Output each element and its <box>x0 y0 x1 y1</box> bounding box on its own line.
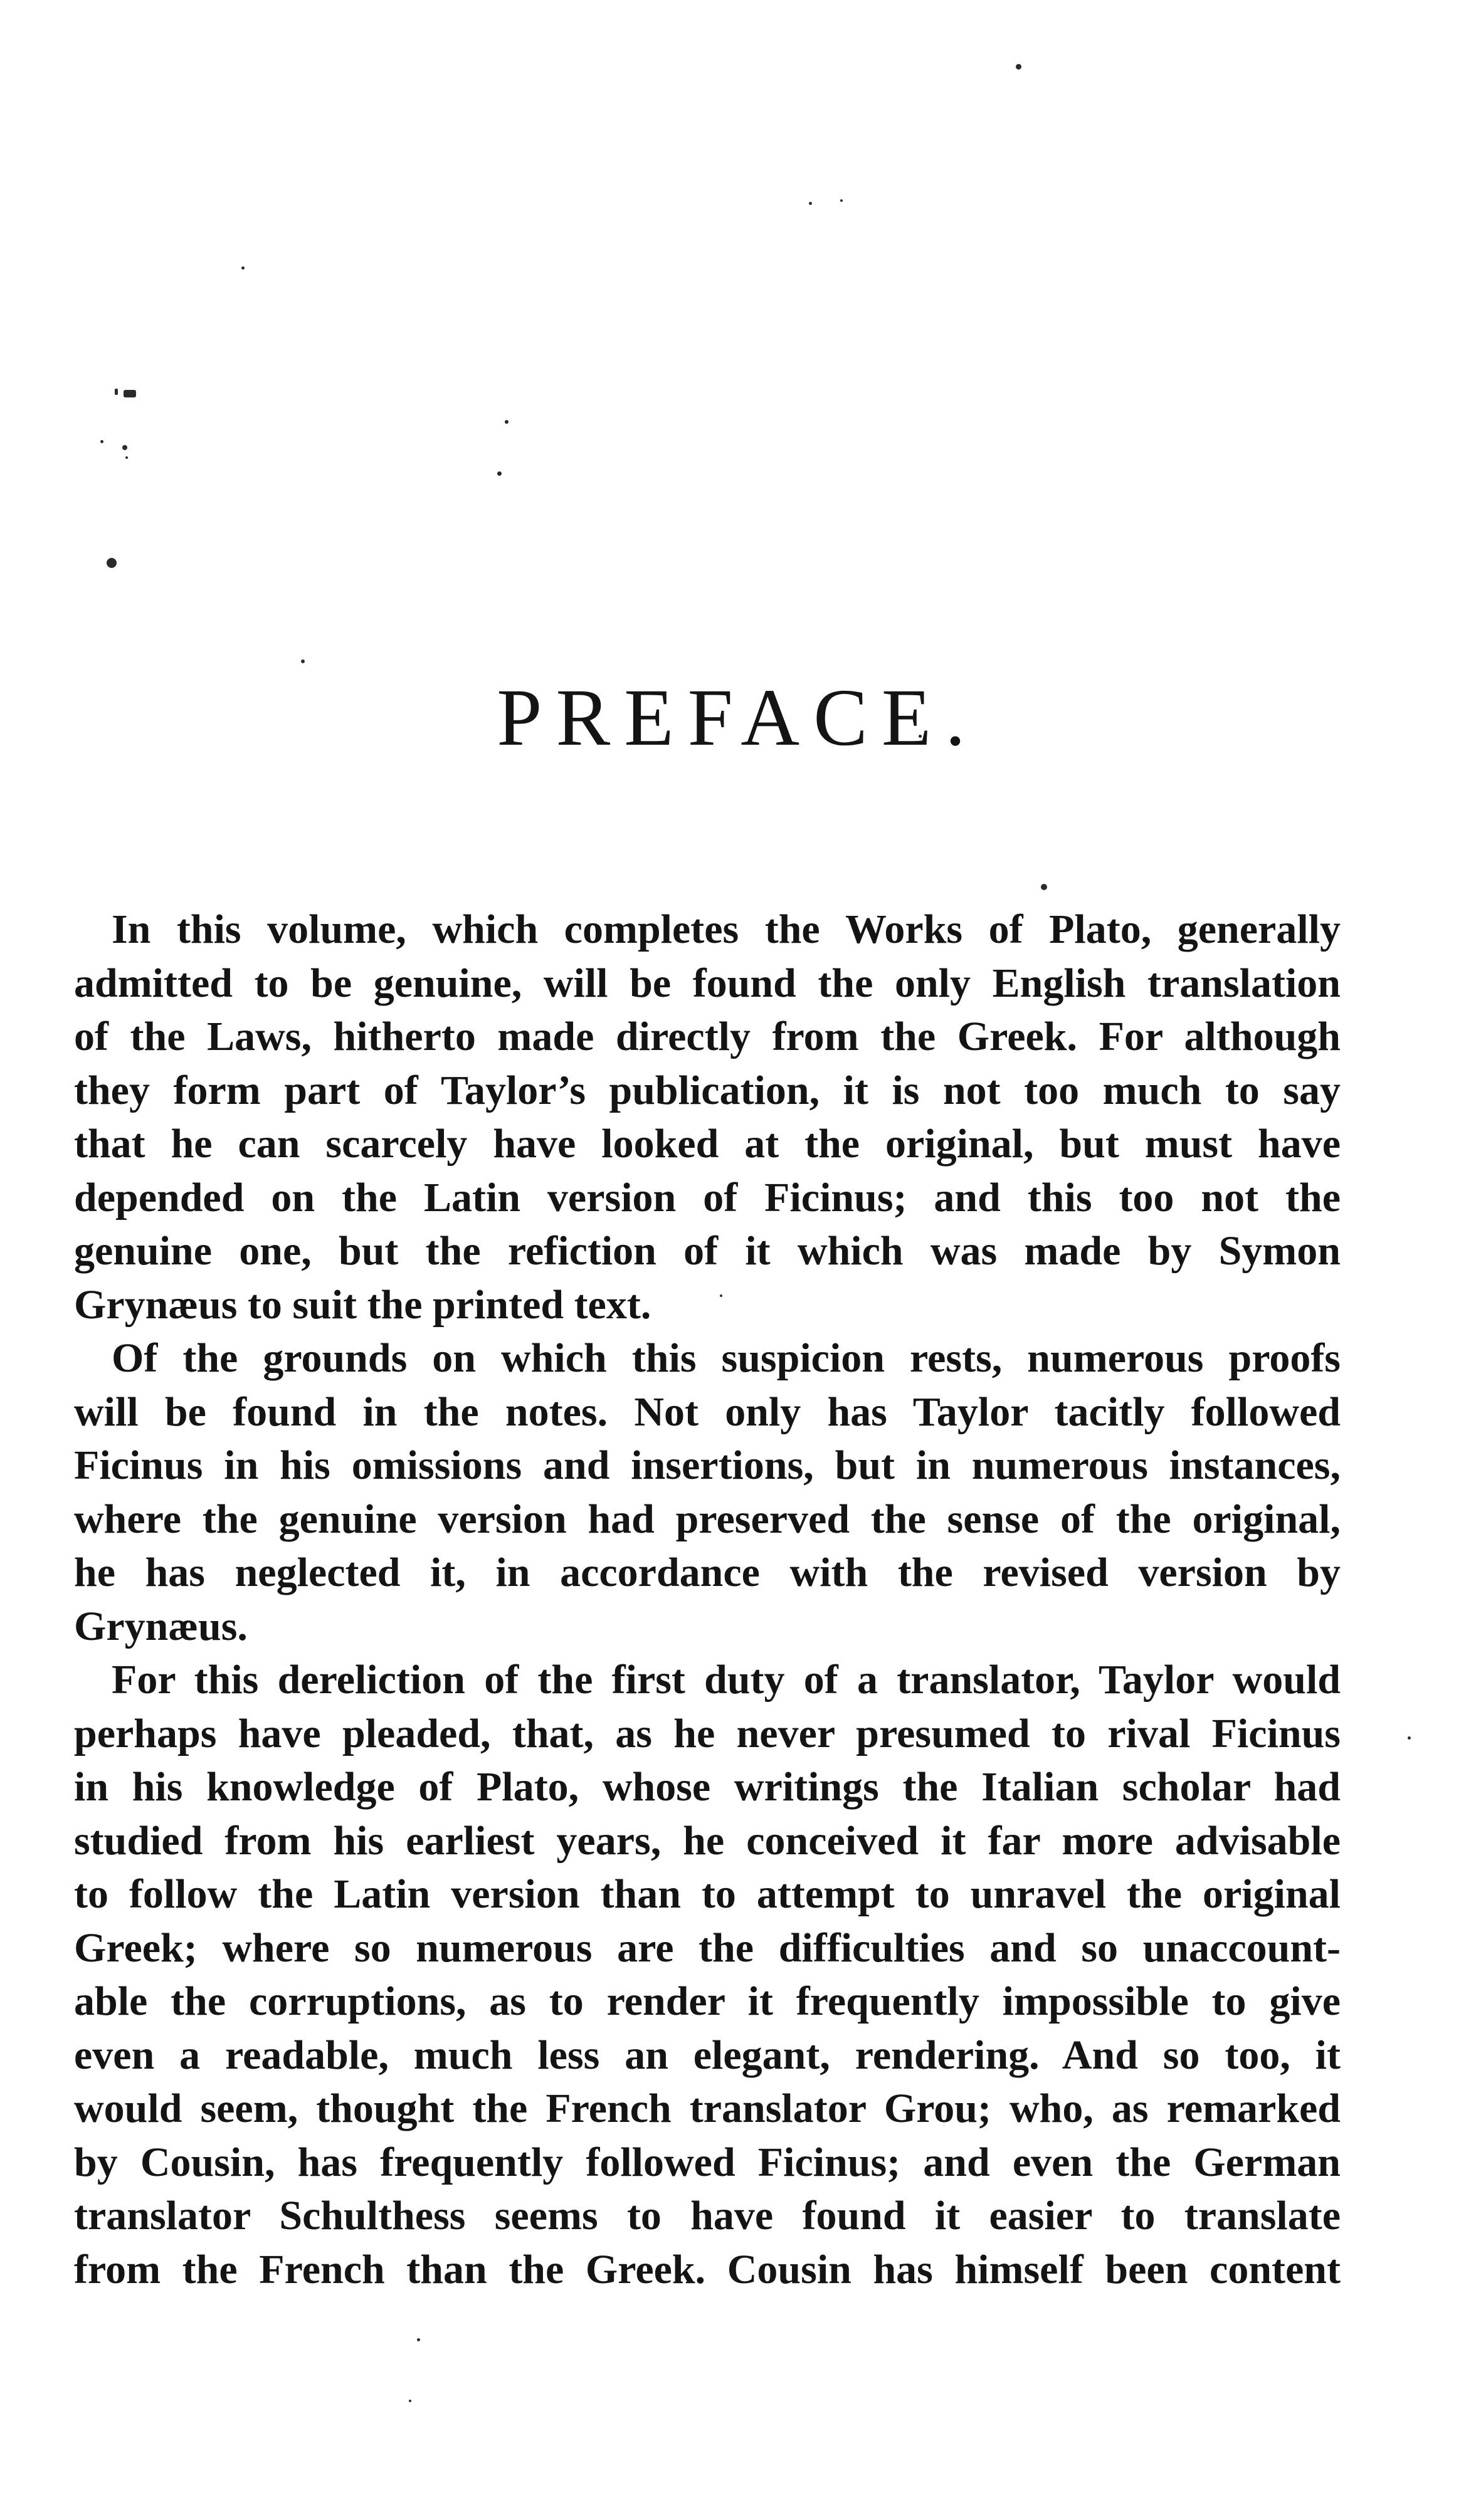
scan-speck <box>115 389 118 395</box>
scan-speck <box>107 558 117 568</box>
text-line: studied from his earliest years, he conceived it far more advisable <box>74 1817 1341 1864</box>
text-line: they form part of Taylor’s publication, it is not too much to say <box>74 1067 1341 1113</box>
text-line: Greek; where so numerous are the difficulties and so unaccount- <box>74 1924 1341 1971</box>
scan-speck <box>124 390 136 397</box>
text-line: of the Laws, hitherto made directly from the Greek. For although <box>74 1014 1341 1059</box>
scan-speck <box>417 2338 420 2341</box>
scan-speck <box>122 445 127 450</box>
preface-text <box>74 903 1341 2296</box>
text-line: Of the grounds on which this suspicion rests, numerous proofs <box>112 1335 1341 1381</box>
scan-speck <box>1408 1736 1411 1740</box>
scan-speck <box>241 266 245 270</box>
text-line: perhaps have pleaded, that, as he never presumed to rival Ficinus <box>74 1710 1341 1756</box>
scan-speck <box>505 420 509 424</box>
scan-speck <box>497 471 502 476</box>
text-line: by Cousin, has frequently followed Ficinus; and even the German <box>74 2139 1341 2185</box>
text-line: even a readable, much less an elegant, rendering. And so too, it <box>74 2032 1341 2078</box>
scan-speck <box>100 440 103 443</box>
text-line: Grynæus. <box>74 1603 248 1649</box>
page-title: PREFACE. <box>497 673 979 763</box>
text-line: able the corruptions, as to render it frequently impossible to give <box>74 1978 1341 2024</box>
text-line: translator Schulthess seems to have found it easier to translate <box>74 2193 1341 2239</box>
text-line: to follow the Latin version than to attempt to unravel the original <box>74 1871 1341 1917</box>
scan-speck <box>125 456 128 459</box>
scan-speck <box>301 659 305 663</box>
scan-speck <box>840 199 843 202</box>
text-line: would seem, thought the French translator Grou; who, as remarked <box>74 2086 1341 2131</box>
text-line: genuine one, but the refiction of it which was made by Symon <box>74 1228 1341 1274</box>
text-line: admitted to be genuine, will be found the only English translation <box>74 960 1341 1006</box>
scan-speck <box>1041 884 1047 890</box>
scan-speck <box>809 202 812 205</box>
text-line: depended on the Latin version of Ficinus; and this too not the <box>74 1174 1341 1221</box>
text-line: that he can scarcely have looked at the original, but must have <box>74 1121 1341 1167</box>
text-line: Ficinus in his omissions and insertions, but in numerous instances, <box>74 1442 1341 1488</box>
text-line: Grynæus to suit the printed text. <box>74 1281 651 1328</box>
text-line: he has neglected it, in accordance with the revised version by <box>74 1550 1341 1595</box>
text-line: In this volume, which completes the Works of Plato, generally <box>112 906 1341 952</box>
text-line: in his knowledge of Plato, whose writings the Italian scholar had <box>74 1764 1341 1810</box>
scan-speck <box>409 2400 411 2402</box>
scan-speck <box>1016 64 1021 70</box>
text-line: from the French than the Greek. Cousin has himself been content <box>74 2246 1341 2292</box>
text-line: For this dereliction of the first duty of a translator, Taylor would <box>112 1657 1341 1703</box>
text-line: where the genuine version had preserved the sense of the original, <box>74 1496 1341 1542</box>
text-line: will be found in the notes. Not only has Taylor tacitly followed <box>74 1389 1341 1435</box>
